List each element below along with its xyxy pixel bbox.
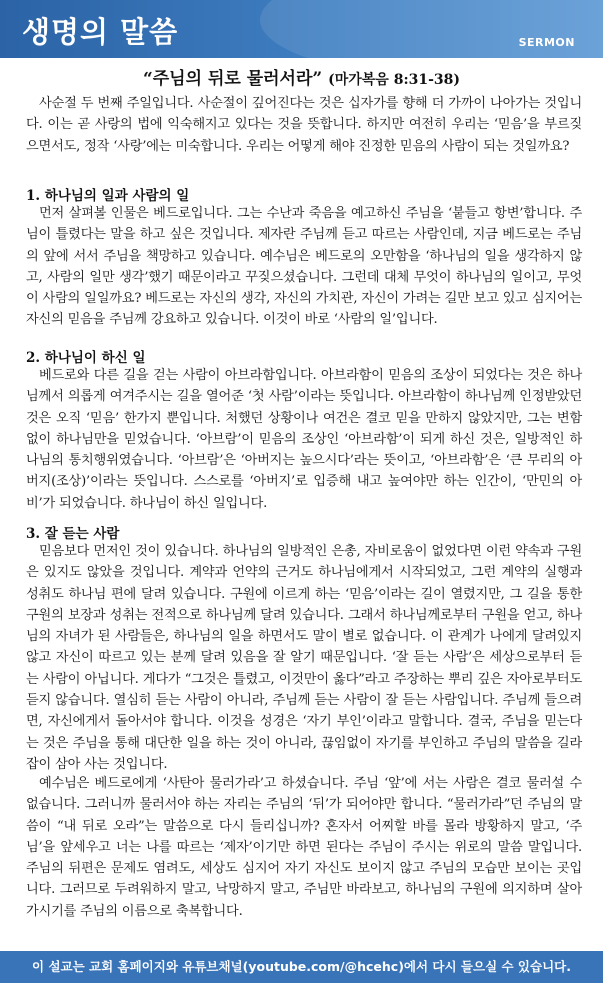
section-1-body [26,203,582,331]
conclusion-paragraph [26,773,582,922]
section-3-text: 믿음보다 먼저인 것이 있습니다. 하나님의 일방적인 은총, 자비로움이 없었다면 이런 약속과 구원은 있지도 않았을 것입니다. 계약과 언약의 근거도 하나님에게서 시작되었고, 그런 계약의 실행과 성취도 하나님 편에 달려 있습니다. 구원에 이르게 하는 ‘믿음’이라는 길이 열렸지만, 그 길을 통한 구원의 보장과 성취는 전적으로 하나님께 달려 있습니다. 그래서 하나님께로부터 구원을 얻고, 하나님의 자녀가 된 사람들은, 하나님의 일을 하면서도 말이 별로 없습니다. 이 관계가 나에게 달려있지 않고 자신이 따르고 있는 분께 달려 있음을 잘 알기 때문입니다. ‘잘 듣는 사람’은 세상으로부터 듣는 사람이 아닙니다. 게다가 “그것은 틀렸고, 이것만이 옳다”라고 주장하는 뿌리 깊은 자아로부터도 듣지 않습니다. 열심히 듣는 사람이 아니라, 주님께 듣는 사람이 잘 듣는 사람입니다. 주님께 들으려면, 자신에게서 돌아서야 합니다. 이것을 성경은 ‘자기 부인’이라고 말합니다. 결국, 주님을 믿는다는 것은 주님을 통해 대단한 일을 하는 것이 아니라, 끊임없이 자기를 부인하고 주님의 말씀을 길라잡이 삼아 사는 것입니다. [26,544,582,772]
scripture-reference: (마가복음 8:31-38) [328,72,461,88]
section-2-text: 베드로와 다른 길을 걷는 사람이 아브라함입니다. 아브라함이 믿음의 조상이 되었다는 것은 하나님께서 의롭게 여겨주시는 길을 열어준 ‘첫 사람’이라는 뜻입니다. 아브라함이 하나님께 인정받았던 것은 오직 ‘믿음’ 한가지 뿐입니다. 처했던 상황이나 여건은 결코 믿을 만하지 않았지만, 그는 변함없이 하나님만을 믿었습니다. ‘아브람’이 믿음의 조상인 ‘아브라함’이 되게 하신 것은, 일방적인 하나님의 통치행위였습니다. ‘아브람’은 ‘아버지는 높으시다’라는 뜻이고, ‘아브라함’은 ‘큰 무리의 아버지(조상)’이라는 뜻입니다. 스스로를 ‘아버지’로 입증해 내고 높여야만 하는 인간이, ‘만민의 아비’가 되었습니다. 하나님이 하신 일입니다. [26,368,582,511]
section-1-text: 먼저 살펴볼 인물은 베드로입니다. 그는 수난과 죽음을 예고하신 주님을 ‘붙들고 항변’합니다. 주님이 틀렸다는 말을 하고 싶은 것입니다. 제자란 주님께 듣고 따르는 사람인데, 지금 베드로는 주님의 앞에 서서 주님을 책망하고 있습니다. 예수님은 베드로의 오만함을 ‘하나님의 일을 생각하지 않고, 사람의 일만 생각’했기 때문이라고 꾸짖으셨습니다. 그런데 대체 무엇이 하나님의 일이고, 무엇이 사람의 일일까요? 베드로는 자신의 생각, 자신의 가치관, 자신이 가려는 길만 보고 있고 심지어는 자신의 믿음을 주님께 강요하고 있습니다. 이것이 바로 ‘사람의 일’입니다. [26,206,582,328]
section-2-heading: 2. 하나님이 하신 일 [26,350,146,366]
section-3-body [26,541,582,775]
sermon-title [0,64,603,89]
section-2-body [26,365,582,514]
intro-text: 사순절 두 번째 주일입니다. 사순절이 깊어진다는 것은 십자가를 향해 더 가까이 나아가는 것입니다. 이는 곧 사랑의 법에 익숙해지고 있다는 것을 뜻합니다. 하지만 여전히 우리는 ‘믿음’을 부르짖으면서도, 정작 ‘사랑’에는 미숙합니다. 우리는 어떻게 해야 진정한 믿음의 사람이 되는 것일까요? [26,96,582,154]
intro-paragraph [26,93,582,157]
conclusion-text: 예수님은 베드로에게 ‘사탄아 물러가라’고 하셨습니다. 주님 ‘앞’에 서는 사람은 결코 물러설 수 없습니다. 그러니까 물러서야 하는 자리는 주님의 ‘뒤’가 되어야만 합니다. “물러가라”던 주님의 말씀이 “내 뒤로 오라”는 말씀으로 다시 들리십니까? 혼자서 어찌할 바를 몰라 방황하지 말고, ‘주님’을 앞세우고 너는 나를 따르는 ‘제자’이기만 하면 된다는 주님이 주시는 위로의 말씀 말입니다. 주님의 뒤편은 문제도 염려도, 세상도 심지어 자기 자신도 보이지 않고 주님의 모습만 보이는 곳입니다. 그러므로 두려워하지 말고, 낙망하지 말고, 주님만 바라보고, 하나님의 구원에 의지하며 살아가시기를 주님의 이름으로 축복합니다. [26,776,582,919]
section-1-heading: 1. 하나님의 일과 사람의 일 [26,188,190,204]
page-title: 생명의 말씀 [22,15,179,49]
section-3-heading: 3. 잘 듣는 사람 [26,526,120,542]
header-banner [0,0,603,58]
sermon-title-text: “주님의 뒤로 물러서라” [142,69,323,89]
header-decoration [260,0,603,58]
sermon-label: SERMON [518,36,575,49]
footer-text: 이 설교는 교회 홈페이지와 유튜브채널(youtube.com/@hcehc)에서 다시 들으실 수 있습니다. [32,959,571,974]
footer-banner [0,951,603,983]
